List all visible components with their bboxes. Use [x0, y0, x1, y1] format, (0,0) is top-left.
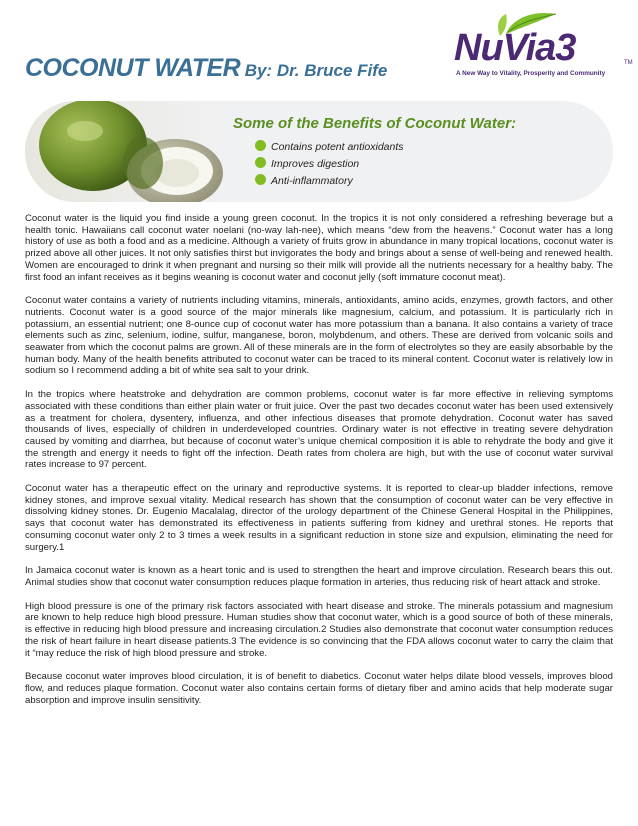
nuvia3-logo — [446, 10, 636, 88]
bullet-icon — [255, 140, 266, 151]
benefit-item — [255, 154, 516, 171]
page-header — [0, 0, 638, 100]
benefit-item — [255, 137, 516, 154]
benefits-list — [233, 115, 516, 188]
logo-trademark: TM — [624, 60, 633, 66]
paragraph: Because coconut water improves blood circulation, it is of benefit to diabetics. Coconut water helps dilate blood vessels, improves blood flow, and reduces plaque formation. Coconut water also contains certain forms of dietary fiber and amino acids that help moderate sugar absorption and improve insulin sensitivity. — [25, 671, 613, 706]
paragraph: Coconut water is the liquid you find inside a young green coconut. In the tropics it is not only considered a refreshing beverage but a health tonic. Hawaiians call coconut water noelani (no-way lah-nee), which means “dew from the heavens.” Coconut water has a long history of use as both a food and as a medicine. Although a variety of fruits grow in abundance in many tropical locations, coconut water is prized above all other juices. It not only satisfies thirst but invigorates the body and brings about a sense of well-being and renewed health. Women are encouraged to drink it when pregnant and nursing so their milk will provide all the nutrients necessary for a healthy baby. The first food an infant receives as it begins weaning is coconut water and coconut jelly (soft immature coconut meat). — [25, 213, 613, 283]
paragraph: In Jamaica coconut water is known as a heart tonic and is used to strengthen the heart and improve circulation. Research bears this out. Animal studies show that coconut water consumption reduces plaque formation in arteries, thus reducing risk of heart attack and stroke. — [25, 565, 613, 588]
paragraph: Coconut water contains a variety of nutrients including vitamins, minerals, antioxidants, amino acids, enzymes, growth factors, and other nutrients. Coconut water is a good source of the major minerals like magnesium, calcium, and potassium. It is particularly rich in potassium, an essential nutrient; one 8-ounce cup of coconut water has more potassium than a banana. It also contains a variety of trace elements such as zinc, selenium, iodine, sulfur, manganese, boron, molybdenum, and others. These are derived from volcanic soils and seawater from which the coconut palms are grown. All of these minerals are in the form of electrolytes so they are easily absorbable by the human body. Many of the health benefits attributed to coconut water can be traced to its mineral content. Coconut water is relatively low in sodium so I recommend adding a bit of white sea salt to your drink. — [25, 295, 613, 377]
benefit-text: Anti-inflammatory — [271, 175, 353, 187]
paragraph: In the tropics where heatstroke and dehydration are common problems, coconut water is far more effective in relieving symptoms associated with these conditions than either plain water or fruit juice. Over the past two decades coconut water has been used extensively as a treatment for cholera, dysentery, influenza, and other infectious diseases that promote dehydration. Coconut water has saved thousands of lives, especially of children in underdeveloped countries. Ordinary water is not effective in treating severe dehydration caused by vomiting and diarrhea, but because of coconut water’s unique chemical composition it is able to rehydrate the body and give it the strength and energy it needs to fight off the infection. Death rates from cholera are high, but with the use of coconut water survival rates increase to 97 percent. — [25, 389, 613, 471]
logo-tagline: A New Way to Vitality, Prosperity and Community — [456, 70, 606, 77]
coconut-photo-icon — [25, 101, 225, 202]
bullet-icon — [255, 174, 266, 185]
page-title — [25, 54, 387, 83]
benefits-title: Some of the Benefits of Coconut Water: — [233, 115, 517, 132]
benefit-item — [255, 171, 516, 188]
paragraph: High blood pressure is one of the primary risk factors associated with heart disease and stroke. The minerals potassium and magnesium are known to help reduce high blood pressure. Human studies show that coconut water, which is a good source of both of these minerals, is effective in reducing high blood pressure and increasing circulation.2 Studies also demonstrate that coconut water consumption reduces the risk of heart failure in heart disease patients.3 The evidence is so convincing that the FDA allows coconut water to carry the claim that it “may reduce the risk of high blood pressure and stroke. — [25, 600, 613, 659]
title-main: COCONUT WATER — [25, 54, 241, 82]
benefits-banner — [25, 101, 613, 202]
article-body — [25, 213, 613, 718]
logo-wordmark: NuVia3 — [454, 27, 576, 69]
title-byline: By: Dr. Bruce Fife — [244, 61, 388, 80]
bullet-icon — [255, 157, 266, 168]
benefit-text: Improves digestion — [271, 158, 360, 170]
paragraph: Coconut water has a therapeutic effect on the urinary and reproductive systems. It is reported to clear-up bladder infections, remove kidney stones, and improve sexual vitality. Medical research has shown that the consumption of coconut water can be very effective in dissolving kidney stones. Dr. Eugenio Macalalag, director of the urology department of the Chinese General Hospital in the Philippines, says that coconut water has demonstrated its effectiveness in patients suffering from kidney and urethral stones. He reports that consuming coconut water only 2 to 3 times a week results in a significant reduction in stone size and expulsion, eliminating the need for surgery.1 — [25, 483, 613, 553]
benefit-text: Contains potent antioxidants — [271, 141, 404, 153]
